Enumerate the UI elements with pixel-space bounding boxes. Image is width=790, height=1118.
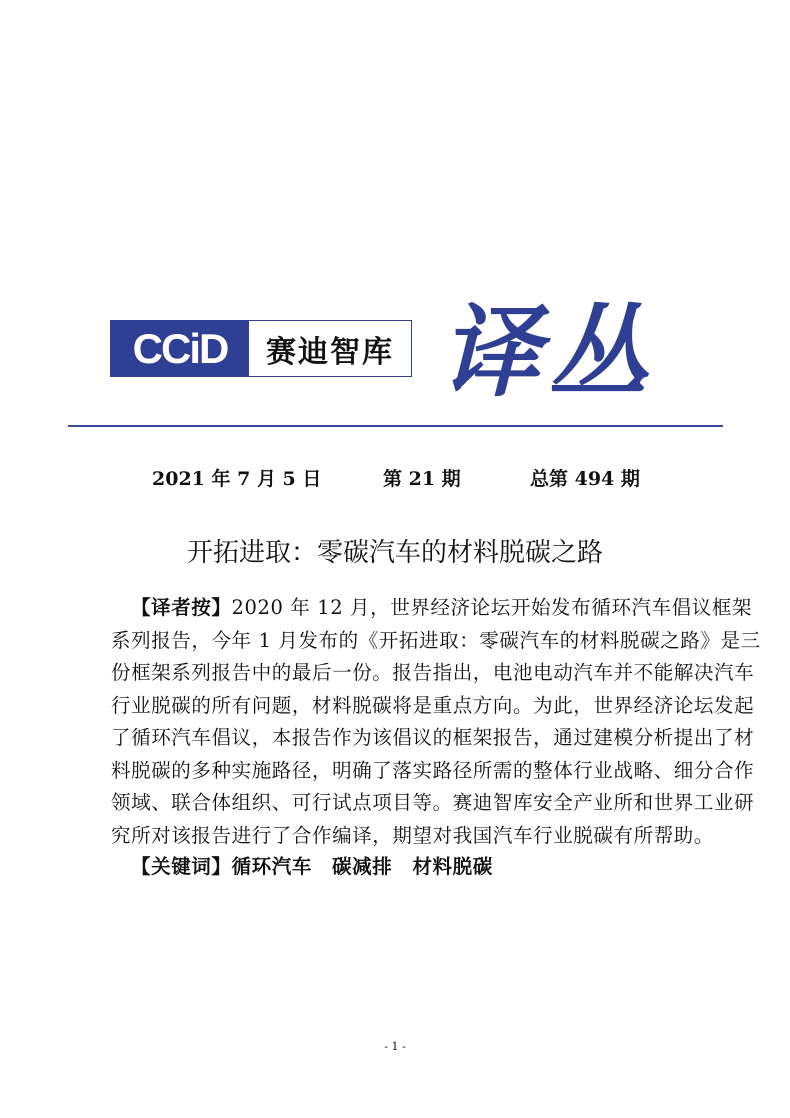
abstract-label: 【译者按】 [131,596,232,619]
page-title: 开拓进取：零碳汽车的材料脱碳之路 [186,538,603,568]
issue-number: 第 21 期 [383,468,461,490]
keyword: 材料脱碳 [412,855,493,878]
keyword: 碳减排 [332,855,393,878]
page-number: - 1 - [384,1040,406,1053]
abstract-line: 份框架系列报告中的最后一份。报告指出，电池电动汽车并不能解决汽车 [111,661,755,684]
series-title: 译丛 [440,293,656,411]
abstract-line: 料脱碳的多种实施路径，明确了落实路径所需的整体行业战略、细分合作 [111,758,755,782]
issue-date: 2021 年 7 月 5 日 [152,468,322,490]
abstract-line: 究所对该报告进行了合作编译，期望对我国汽车行业脱碳有所帮助。 [111,823,715,847]
abstract-line: 了循环汽车倡议，本报告作为该倡议的框架报告，通过建模分析提出了材 [111,726,755,749]
abstract-line: 系列报告，今年 1 月发布的《开拓进取：零碳汽车的材料脱碳之路》是三 [111,628,761,652]
abstract-line: 行业脱碳的所有问题，材料脱碳将是重点方向。为此，世界经济论坛发起 [111,693,755,717]
keywords-label: 【关键词】 [131,855,232,878]
logo-brand: CCiD [111,321,249,376]
header-divider [68,425,723,427]
logo-name: 赛迪智库 [266,334,394,370]
abstract-line: 领域、联合体组织、可行试点项目等。赛迪智库安全产业所和世界工业研 [111,791,755,814]
abstract-line: 【译者按】2020 年 12 月，世界经济论坛开始发布循环汽车倡议框架 [131,596,753,619]
issue-total: 总第 494 期 [530,468,640,490]
keyword: 循环汽车 [231,855,312,878]
abstract [111,592,761,882]
keywords [111,852,681,882]
ccid-logo [110,320,412,377]
